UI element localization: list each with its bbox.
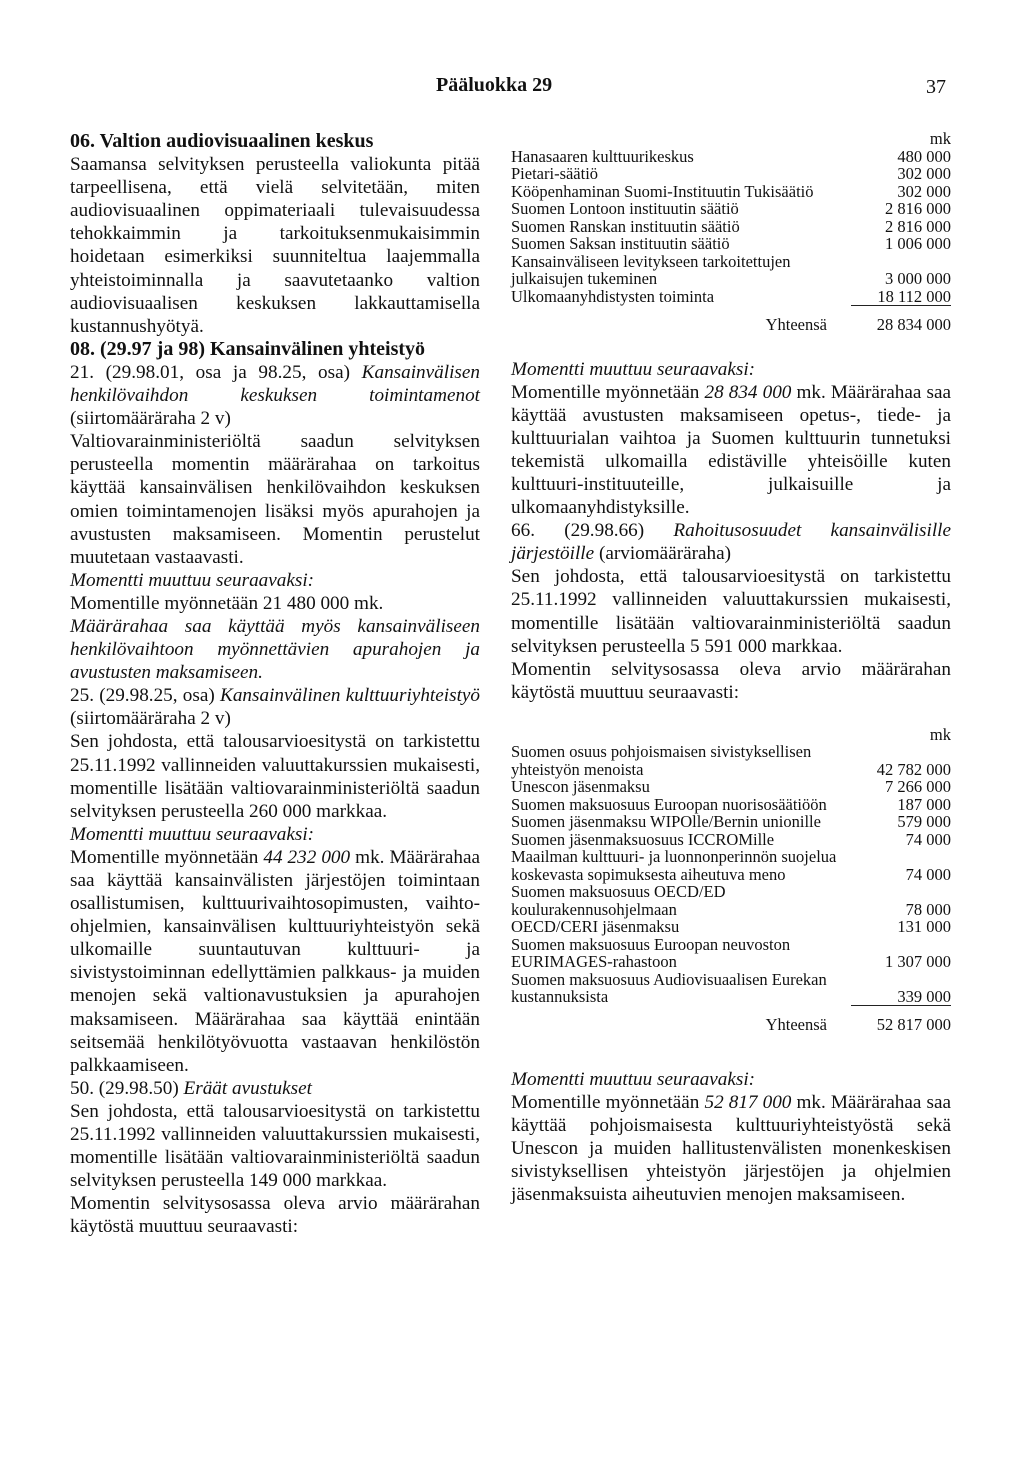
item-21-title: Kansainvälisen henkilövaihdon keskuksen toimintamenot <box>70 361 480 407</box>
allocation-table-1 <box>511 130 951 334</box>
item-08-amount-post: mk. Määrärahaa saa käyttää avustusten maksamiseen opetus-, tiede- ja kulttuurialan vaihtoa ja Suomen kulttuurin tunnetuksi tekemistä ulkomailla edistäville yhteisöille kuten kulttuuri-instituuteille, julkaisuille ja ulkomaanyhdistyksille. <box>511 381 951 519</box>
item-08-change-label: Momentti muuttuu seuraavaksi: <box>511 358 756 380</box>
item-25-amount-post: mk. Määrärahaa saa käyttää kansainvälisten järjestöjen toimintaan osallistumisen, kulttuurivaihtosopimusten, vaihto-ohjelmien, kansainvälisen kulttuuriyhteistyön sekä ulkomaille suuntautuvan kulttuuri- ja sivistystoiminnan edellyttämien palkkaus- ja muiden menojen sekä valtionavustuksien ja apurahojen maksamiseen. Määrärahaa saa käyttää enintään seitsemää henkilötyövuotta vastaavan henkilöstön palkkaamiseen. <box>70 846 480 1076</box>
row-amount: 579 000 <box>897 812 951 832</box>
row-amount: 74 000 <box>905 829 951 849</box>
table-row <box>511 848 951 883</box>
row-amount: 2 816 000 <box>885 216 951 236</box>
table-row <box>511 148 951 166</box>
total-amount: 52 817 000 <box>851 1006 951 1034</box>
row-amount: 1 307 000 <box>885 952 951 972</box>
item-66-type: (arviomääräraha) <box>594 543 732 565</box>
row-label: Kansainväliseen levitykseen tarkoitettujen julkaisujen tukeminen <box>511 251 791 288</box>
row-amount: 78 000 <box>905 899 951 919</box>
item-66-amount-pre: Momentille myönnetään <box>511 1092 705 1113</box>
total-label: Yhteensä <box>765 1015 827 1035</box>
item-66-number: 66. (29.98.66) <box>511 520 674 542</box>
row-amount: 131 000 <box>897 917 951 937</box>
table-total-row <box>511 1006 951 1034</box>
left-column <box>70 130 480 1239</box>
item-25-title: Kansainvälinen kulttuuriyhteistyö <box>220 685 481 707</box>
item-21-change-label: Momentti muuttuu seuraavaksi: <box>70 569 315 591</box>
row-amount: 7 266 000 <box>885 777 951 797</box>
row-label: Suomen osuus pohjoismaisen sivistyksellisen yhteistyön menoista <box>511 742 812 779</box>
item-25-type: (siirtomääräraha 2 v) <box>70 708 231 730</box>
table-row <box>511 936 951 971</box>
table-row <box>511 918 951 936</box>
page-header <box>0 74 1024 104</box>
table-row <box>511 743 951 778</box>
row-label: Suomen Saksan instituutin säätiö <box>511 234 730 253</box>
item-66-text-2: Momentin selvitysosassa oleva arvio määrärahan käytöstä muuttuu seuraavasti: <box>511 658 951 703</box>
item-25-heading <box>70 684 480 730</box>
item-50-number: 50. (29.98.50) <box>70 1077 184 1099</box>
section-06-heading: 06. Valtion audiovisuaalinen keskus <box>70 130 374 152</box>
row-label: Suomen jäsenmaksu WIPOlle/Bernin unionille <box>511 812 821 832</box>
table-row <box>511 165 951 183</box>
row-amount: 74 000 <box>905 864 951 884</box>
row-label: Suomen Lontoon instituutin säätiö <box>511 199 739 218</box>
table-2-unit: mk <box>929 724 951 744</box>
item-50-text-2: Momentin selvitysosassa oleva arvio määrärahan käytöstä muuttuu seuraavasti: <box>70 1193 480 1238</box>
item-25-change-label: Momentti muuttuu seuraavaksi: <box>70 823 315 845</box>
table-row <box>511 235 951 253</box>
row-amount: 187 000 <box>897 794 951 814</box>
item-66-amount-post: mk. Määrärahaa saa käyttää pohjoismaisesta kulttuuriyhteistyöstä sekä Unescon ja muiden hallitustenvälisten monenkeskisen sivistyksellisen yhteistyön järjestöjen ja ohjelmien jäsenmaksuista aiheutuvien menojen maksamiseen. <box>511 1092 951 1206</box>
item-21-type: (siirtomääräraha 2 v) <box>70 408 231 430</box>
row-label: Unescon jäsenmaksu <box>511 777 650 797</box>
table-row <box>511 183 951 201</box>
allocation-table-2 <box>511 726 951 1034</box>
row-label: Maailman kulttuuri- ja luonnonperinnön suojelua koskevasta sopimuksesta aiheutuva meno <box>511 847 837 884</box>
row-label: Kööpenhaminan Suomi-Instituutin Tukisäätiö <box>511 181 814 201</box>
table-1-unit: mk <box>929 129 951 148</box>
row-label: Suomen maksuosuus Audiovisuaalisen Eurekan kustannuksista <box>511 969 827 1007</box>
table-row <box>511 200 951 218</box>
row-label: Suomen maksuosuus Euroopan nuorisosäätiöön <box>511 794 827 814</box>
item-08-amount-value: 28 834 000 <box>704 381 792 403</box>
page-number: 37 <box>926 76 946 98</box>
item-25-text: Sen johdosta, että talousarvioesitystä on tarkistettu 25.11.1992 vallinneiden valuuttakurssien mukaisesti, momentille lisätään valtiovarainministeriöltä saadun selvityksen perusteella 260 000 markkaa. <box>70 731 480 822</box>
item-25-amount-pre: Momentille myönnetään <box>70 846 264 868</box>
table-row <box>511 813 951 831</box>
row-amount: 1 006 000 <box>885 234 951 253</box>
row-amount: 302 000 <box>897 164 951 183</box>
total-label: Yhteensä <box>765 315 827 334</box>
item-66-amount-value: 52 817 000 <box>704 1092 792 1113</box>
section-06-text: Saamansa selvityksen perusteella valiokunta pitää tarpeellisena, että vielä selvitetään, miten audiovisuaalinen oppimateriaali tulevaisuudessa tehokkaimmin ja tarkoituksenmukaisimmin hoidetaan esimerkiksi suunniteltua laajemmalla yhteistoiminnalla ja saavutetaanko valtion audiovisuaalisen keskuksen lakkauttamisella kustannushyötyä. <box>70 154 480 337</box>
row-amount: 302 000 <box>897 181 951 201</box>
row-amount: 2 816 000 <box>885 199 951 218</box>
item-21-number: 21. (29.98.01, osa ja 98.25, osa) <box>70 361 362 383</box>
row-amount: 42 782 000 <box>876 759 951 779</box>
item-66-text: Sen johdosta, että talousarvioesitystä on tarkistettu 25.11.1992 vallinneiden valuuttakurssien mukaisesti, momentille lisätään valtiovarainministeriöltä saadun selvityksen perusteella 5 591 000 markkaa. <box>511 566 951 657</box>
table-row <box>511 253 951 288</box>
table-row <box>511 831 951 849</box>
section-08-heading: 08. (29.97 ja 98) Kansainvälinen yhteistyö <box>70 337 426 360</box>
row-label: Suomen jäsenmaksuosuus ICCROMille <box>511 829 775 849</box>
table-row <box>511 796 951 814</box>
row-amount: 339 000 <box>897 986 951 1006</box>
item-25-amount-text <box>70 846 480 1077</box>
item-66-amount-text <box>511 1091 951 1206</box>
table-total-row <box>511 306 951 334</box>
table-row <box>511 778 951 796</box>
item-21-italic-text: Määrärahaa saa käyttää myös kansainväliseen henkilövaihtoon myönnettävien apurahojen ja avustusten maksamiseen. <box>70 615 480 684</box>
row-label: Ulkomaanyhdistysten toiminta <box>511 287 715 306</box>
item-50-heading <box>70 1077 480 1100</box>
item-66-heading <box>511 519 951 565</box>
row-label: Pietari-säätiö <box>511 164 599 183</box>
item-21-text: Valtiovarainministeriöltä saadun selvityksen perusteella momentin määrärahaa on tarkoitus käyttää kansainvälisen henkilövaihdon keskuksen omien toimintamenojen lisäksi myös apurahojen ja avustusten maksamiseen. Momentin perustelut muutetaan vastaavasti. <box>70 431 480 568</box>
item-21-amount: Momentille myönnetään 21 480 000 mk. <box>70 592 384 614</box>
item-08-amount-text <box>511 381 951 520</box>
chapter-title: Pääluokka 29 <box>436 74 553 96</box>
row-label: Hanasaaren kulttuurikeskus <box>511 146 694 166</box>
row-amount: 480 000 <box>897 146 951 166</box>
row-label: OECD/CERI jäsenmaksu <box>511 917 680 937</box>
item-66-title: Rahoitusosuudet kansainvälisille järjestöille <box>511 520 951 565</box>
row-label: Suomen maksuosuus OECD/ED koulurakennusohjelmaan <box>511 882 726 919</box>
row-amount: 18 112 000 <box>877 286 951 306</box>
right-column <box>511 130 951 1206</box>
table-row <box>511 288 951 306</box>
table-row <box>511 218 951 236</box>
table-row <box>511 883 951 918</box>
item-50-text: Sen johdosta, että talousarvioesitystä on tarkistettu 25.11.1992 vallinneiden valuuttakurssien mukaisesti, momentille lisätään valtiovarainministeriöltä saadun selvityksen perusteella 149 000 markkaa. <box>70 1100 480 1192</box>
total-amount: 28 834 000 <box>851 306 951 334</box>
table-row <box>511 971 951 1006</box>
item-66-change-label: Momentti muuttuu seuraavaksi: <box>511 1068 756 1090</box>
row-label: Suomen Ranskan instituutin säätiö <box>511 216 740 236</box>
item-50-title: Eräät avustukset <box>183 1077 312 1099</box>
row-label: Suomen maksuosuus Euroopan neuvoston EURIMAGES-rahastoon <box>511 934 791 972</box>
item-21-heading <box>70 361 480 430</box>
item-08-amount-pre: Momentille myönnetään <box>511 381 705 403</box>
item-25-number: 25. (29.98.25, osa) <box>70 685 221 707</box>
row-amount: 3 000 000 <box>885 269 951 288</box>
item-25-amount-value: 44 232 000 <box>263 846 351 868</box>
